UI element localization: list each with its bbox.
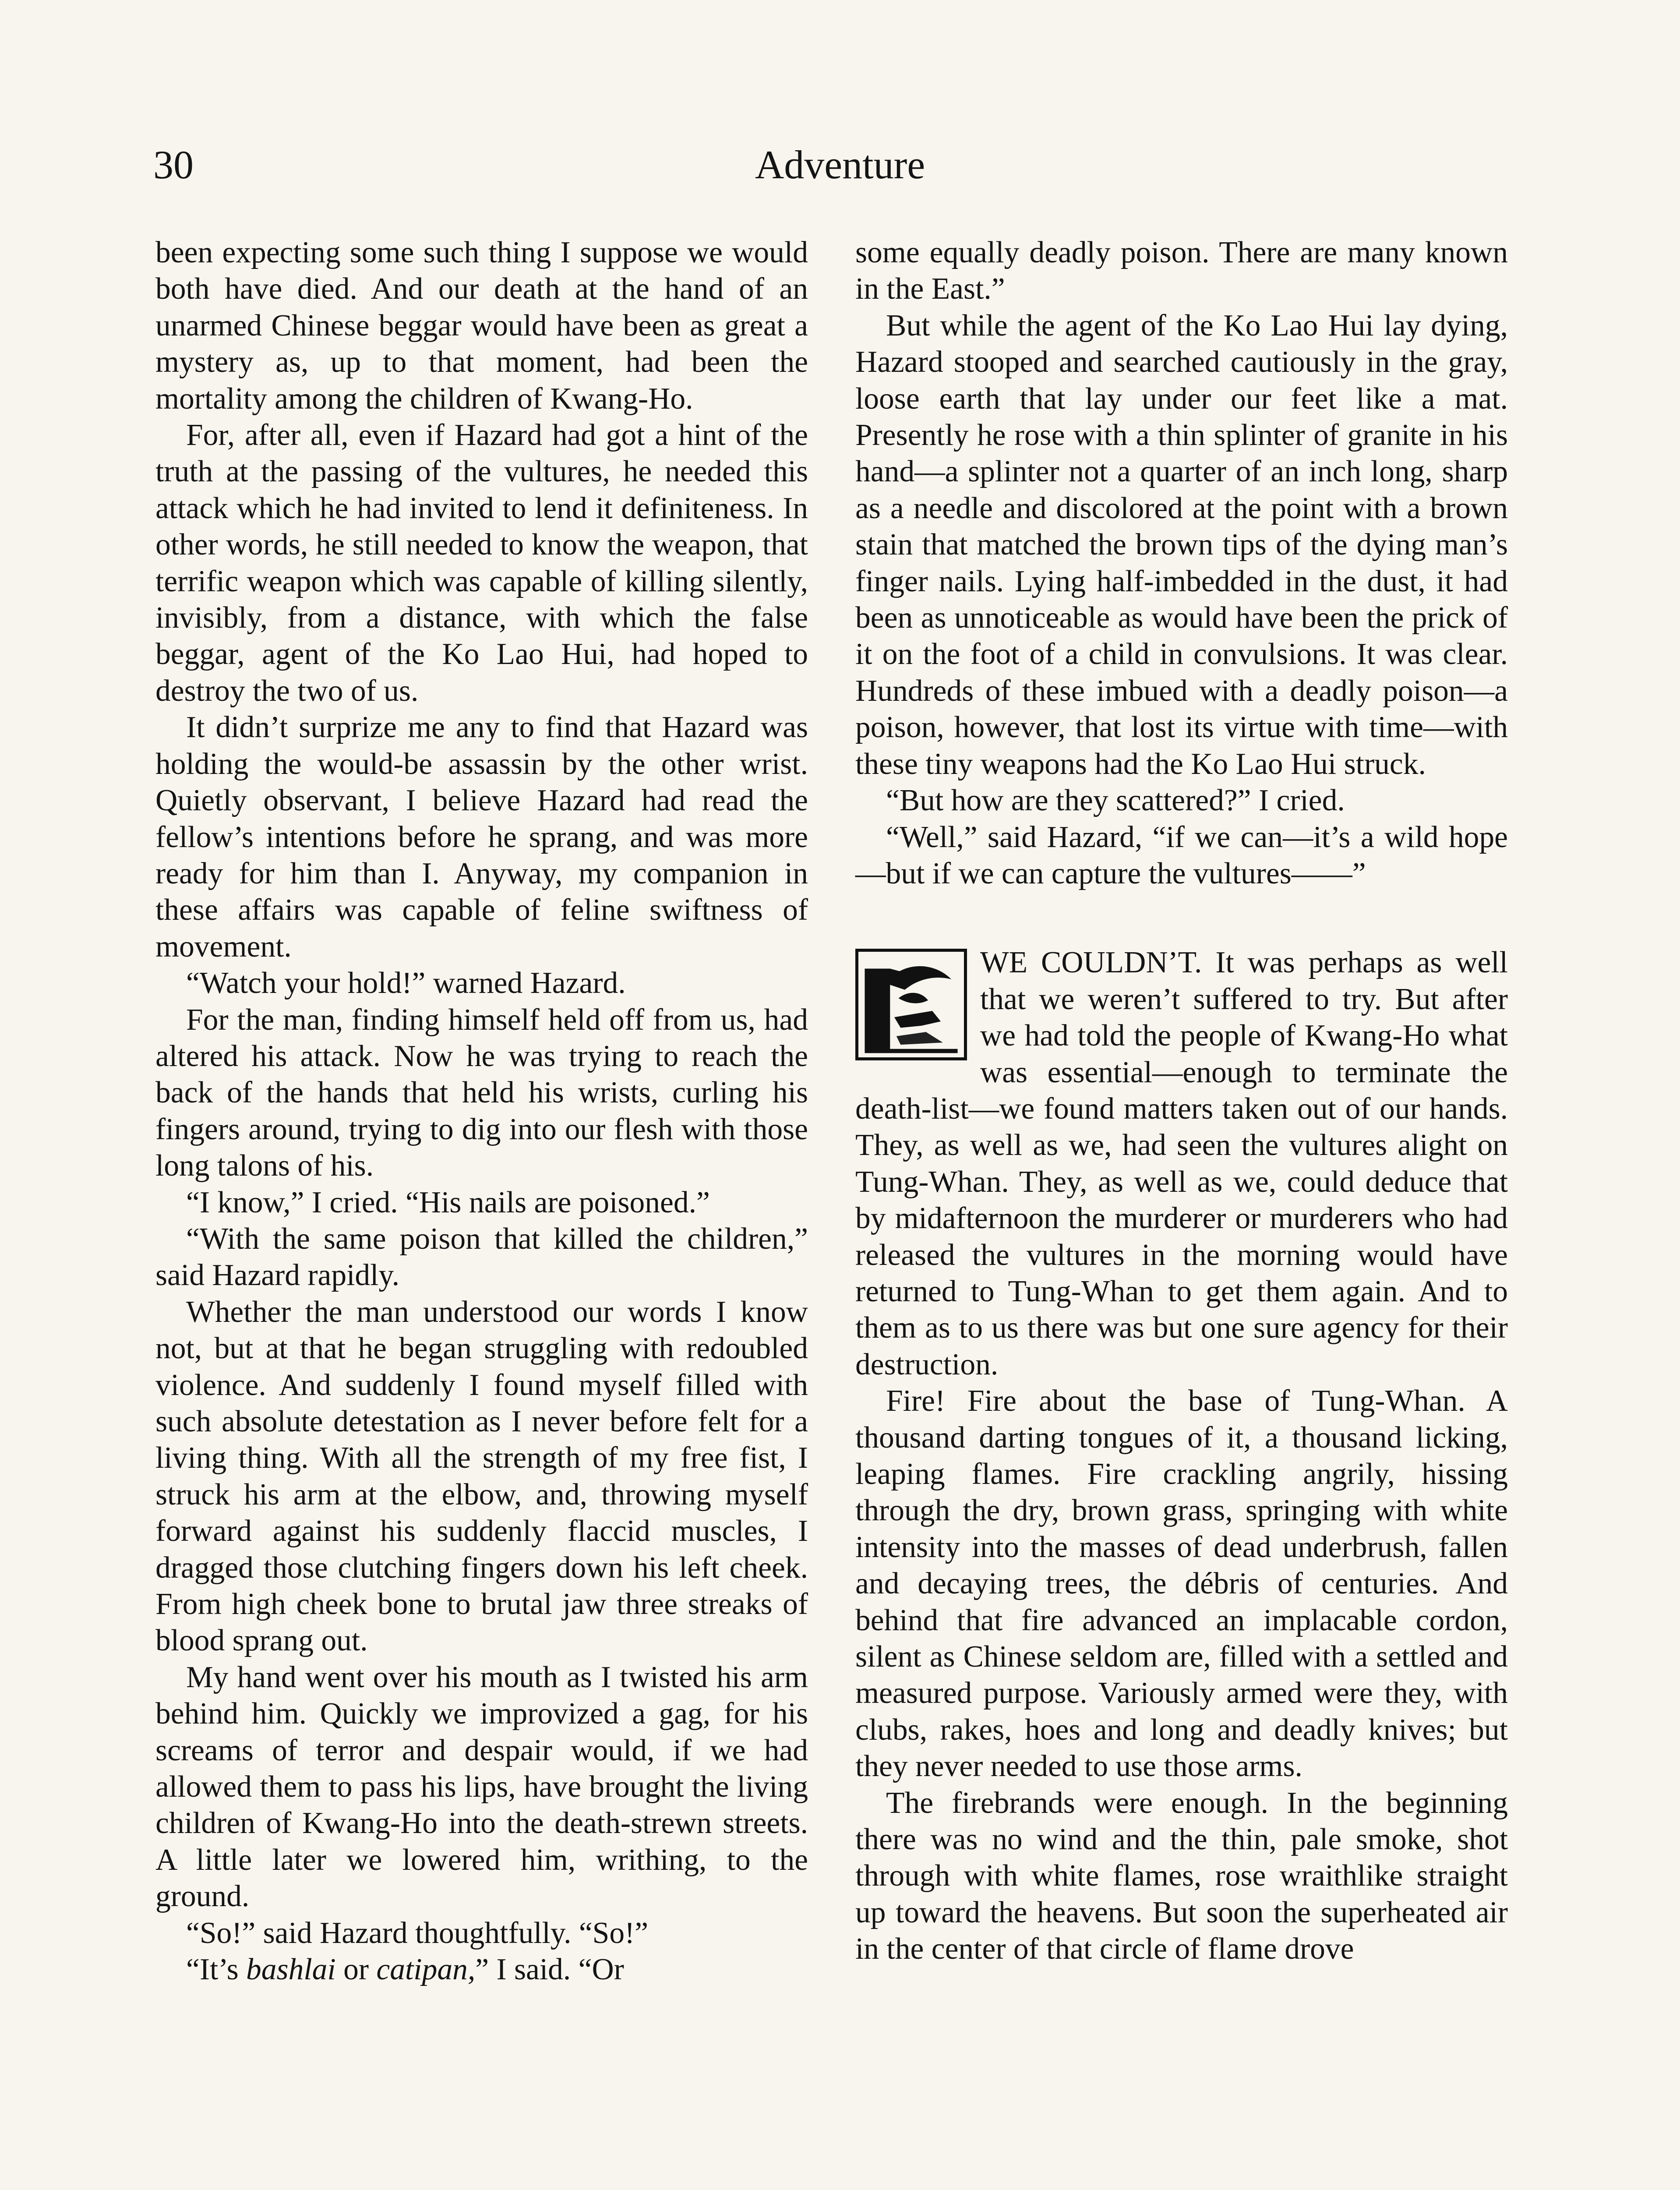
italic-term: bashlai [246,1953,336,1987]
section-text: WE COULDN’T. It was perhaps as well that we weren’t suffered to try. But after we had told the people of Kwang-Ho what was essential—enough to terminate the death-list—we found matters taken out of our hands. They, as well as we, had seen the vultures alight on Tung-Whan. They, as well as we, could deduce that by midafternoon the murderer or murderers who had released the vultures in the morning would have returned to Tung-Whan to get them again. And to them as to us there was but one sure agency for their destruction. [855,946,1508,1381]
text-run: “It’s [186,1953,247,1987]
section-start-paragraph [855,944,1508,1383]
right-column [855,234,1508,1967]
paragraph: been expecting some such thing I suppose we would both have died. And our death at the hand of an unarmed Chinese beggar would have been as great a mystery as, up to that moment, had been the mortality among the children of Kwang-Ho. [155,236,808,416]
paragraph: “But how are they scattered?” I cried. [886,784,1345,818]
text-run: or [335,1953,377,1987]
page-number: 30 [153,142,194,187]
paragraph: For the man, finding himself held off from us, had altered his attack. Now he was trying to reach the back of the hands that held his wrists, curling his fingers around, trying to dig into our flesh with those long talons of his. [155,1003,808,1183]
paragraph: “Well,” said Hazard, “if we can—it’s a wild hope—but if we can capture the vultures——” [855,820,1508,890]
running-title: Adventure [755,142,925,187]
paragraph: “With the same poison that killed the children,” said Hazard rapidly. [155,1222,808,1293]
drop-cap [855,949,967,1060]
paragraph: It didn’t surprize me any to find that Hazard was holding the would-be assassin by the other wrist. Quietly observant, I believe Hazard had read the fellow’s intentions before he sprang, and was more ready for him than I. Anyway, my companion in these affairs was capable of feline swiftness of movement. [155,710,808,964]
paragraph [155,1951,808,1988]
paragraph: For, after all, even if Hazard had got a hint of the truth at the passing of the vultures, he needed this attack which he had invited to lend it definiteness. In other words, he still needed to know the weapon, that terrific weapon which was capable of killing silently, invisibly, from a distance, with which the false beggar, agent of the Ko Lao Hui, had hoped to destroy the two of us. [155,418,808,708]
italic-term: catipan, [376,1953,476,1987]
paragraph: some equally deadly poison. There are many known in the East.” [855,236,1508,306]
paragraph: “I know,” I cried. “His nails are poisoned.” [186,1185,710,1219]
paragraph: Fire! Fire about the base of Tung-Whan. A thousand darting tongues of it, a thousand licking, leaping flames. Fire crackling angrily, hissing through the dry, brown grass, springing with white intensity into the masses of dead underbrush, fallen and decaying trees, the débris of centuries. And behind that fire advanced an implacable cordon, silent as Chinese seldom are, filled with a settled and measured purpose. Variously armed were they, with clubs, rakes, hoes and long and deadly knives; but they never needed to use those arms. [855,1384,1508,1784]
paragraph: Whether the man understood our words I know not, but at that he began struggling with redoubled violence. And suddenly I found myself filled with such absolute detestation as I never before felt for a living thing. With all the strength of my free fist, I struck his arm at the elbow, and, throwing myself forward against his suddenly flaccid muscles, I dragged those clutching fingers down his left cheek. From high cheek bone to brutal jaw three streaks of blood sprang out. [155,1295,808,1658]
paragraph: The firebrands were enough. In the beginning there was no wind and the thin, pale smoke, shot through with white flames, rose wraithlike straight up toward the heavens. But soon the superheated air in the center of that circle of flame drove [855,1786,1508,1966]
left-column [155,234,808,1988]
vulture-illustration-icon [858,952,964,1057]
paragraph: “Watch your hold!” warned Hazard. [186,966,626,1000]
paragraph: “So!” said Hazard thoughtfully. “So!” [186,1916,649,1950]
paragraph: My hand went over his mouth as I twisted his arm behind him. Quickly we improvized a gag, for his screams of terror and despair would, if we had allowed them to pass his lips, have brought the living children of Kwang-Ho into the death-strewn streets. A little later we lowered him, writhing, to the ground. [155,1660,808,1914]
text-run: ” I said. “Or [475,1953,624,1987]
paragraph: But while the agent of the Ko Lao Hui lay dying, Hazard stooped and searched cautiously in the gray, loose earth that lay under our feet like a mat. Presently he rose with a thin splinter of granite in his hand—a splinter not a quarter of an inch long, sharp as a needle and discolored at the point with a brown stain that matched the brown tips of the dying man’s finger nails. Lying half-imbedded in the dust, it had been as unnoticeable as would have been the prick of it on the foot of a child in convulsions. It was clear. Hundreds of these imbued with a deadly poison—a poison, however, that lost its virtue with time—with these tiny weapons had the Ko Lao Hui struck. [855,308,1508,781]
